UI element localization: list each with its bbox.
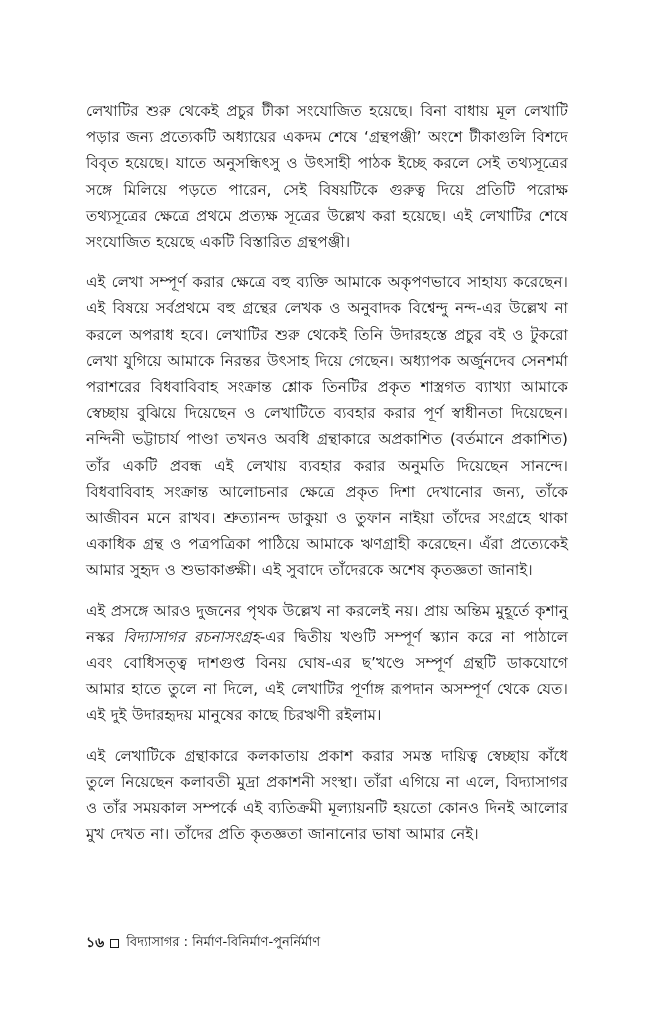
running-title: বিদ্যাসাগর : নির্মাণ-বিনির্মাণ-পুনর্নির্মাণ (126, 934, 321, 950)
square-icon (110, 939, 119, 948)
italic-book-title: বিদ্যাসাগর রচনাসংগ্রহ (123, 627, 260, 646)
paragraph-acknowledgements: এই লেখা সম্পূর্ণ করার ক্ষেত্রে বহু ব্যক্তি আমাকে অকৃপণভাবে সাহায্য করেছেন। এই বিষয়ে সর্বপ্রথমে বহু গ্রন্থের লেখক ও অনুবাদক বিশ্বেন্দু নন্দ-এর উল্লেখ না করলে অপরাধ হবে। লেখাটির শুরু থেকেই তিনি উদারহস্তে প্রচুর বই ও টুকরো লেখা যুগিয়ে আমাকে নিরন্তর উৎসাহ দিয়ে গেছেন। অধ্যাপক অর্জুনদেব সেনশর্মা পরাশরের বিধবাবিবাহ সংক্রান্ত শ্লোক তিনটির প্রকৃত শাস্ত্রগত ব্যাখ্যা আমাকে স্বেচ্ছায় বুঝিয়ে দিয়েছেন ও লেখাটিতে ব্যবহার করার পূর্ণ স্বাধীনতা দিয়েছেন। নন্দিনী ভট্টাচার্য পাণ্ডা তখনও অবধি গ্রন্থাকারে অপ্রকাশিত (বর্তমানে প্রকাশিত) তাঁর একটি প্রবন্ধ এই লেখায় ব্যবহার করার অনুমতি দিয়েছেন সানন্দে। বিধবাবিবাহ সংক্রান্ত আলোচনার ক্ষেত্রে প্রকৃত দিশা দেখানোর জন্য, তাঁকে আজীবন মনে রাখব। শ্রুত্যানন্দ ডাকুয়া ও তুফান নাইয়া তাঁদের সংগ্রহে থাকা একাধিক গ্রন্থ ও পত্রপত্রিকা পাঠিয়ে আমাকে ঋণগ্রাহী করেছেন। এঁরা প্রত্যেকেই আমার সুহৃদ ও শুভাকাঙ্ক্ষী। এই সুবাদে তাঁদেরকে অশেষ কৃতজ্ঞতা জানাই। (86, 273, 568, 580)
page-number: ১৬ (86, 935, 105, 951)
page-footer (86, 933, 568, 953)
paragraph-annotations: লেখাটির শুরু থেকেই প্রচুর টীকা সংযোজিত হয়েছে। বিনা বাধায় মূল লেখাটি পড়ার জন্য প্রত্যেকটি অধ্যায়ের একদম শেষে ‘গ্রন্থপঞ্জী’ অংশে টীকাগুলি বিশদে বিবৃত হয়েছে। যাতে অনুসন্ধিৎসু ও উৎসাহী পাঠক ইচ্ছে করলে সেই তথ্যসূত্রের সঙ্গে মিলিয়ে পড়তে পারেন, সেই বিষয়টিকে গুরুত্ব দিয়ে প্রতিটি পরোক্ষ তথ্যসূত্রের ক্ষেত্রে প্রথমে প্রত্যক্ষ সূত্রের উল্লেখ করা হয়েছে। এই লেখাটির শেষে সংযোজিত হয়েছে একটি বিস্তারিত গ্রন্থপঞ্জী। (86, 102, 568, 252)
text-segment: -এর দ্বিতীয় খণ্ডটি সম্পূর্ণ স্ক্যান করে না পাঠালে এবং বোধিসত্ত্ব দাশগুপ্ত বিনয় ঘোষ-এর ছ’খণ্ডে সম্পূর্ণ গ্রন্থটি ডাকযোগে আমার হাতে তুলে না দিলে, এই লেখাটির পূর্ণাঙ্গ রূপদান অসম্পূর্ণ থেকে যেত। এই দুই উদারহৃদয় মানুষের কাছে চিরঋণী রইলাম। (86, 627, 568, 725)
paragraph-publisher-thanks: এই লেখাটিকে গ্রন্থাকারে কলকাতায় প্রকাশ করার সমস্ত দায়িত্ব স্বেচ্ছায় কাঁধে তুলে নিয়েছেন কলাবতী মুদ্রা প্রকাশনী সংস্থা। তাঁরা এগিয়ে না এলে, বিদ্যাসাগর ও তাঁর সময়কাল সম্পর্কে এই ব্যতিক্রমী মূল্যায়নটি হয়তো কোনও দিনই আলোর মুখ দেখত না। তাঁদের প্রতি কৃতজ্ঞতা জানানোর ভাষা আমার নেই। (86, 746, 568, 844)
body-text (86, 98, 568, 861)
paragraph-special-mentions (86, 598, 568, 729)
text-segment: এই প্রসঙ্গে আরও দুজনের পৃথক উল্লেখ না করলেই নয়। প্রায় অন্তিম মুহূর্তে কৃশানু নস্কর (86, 601, 568, 646)
